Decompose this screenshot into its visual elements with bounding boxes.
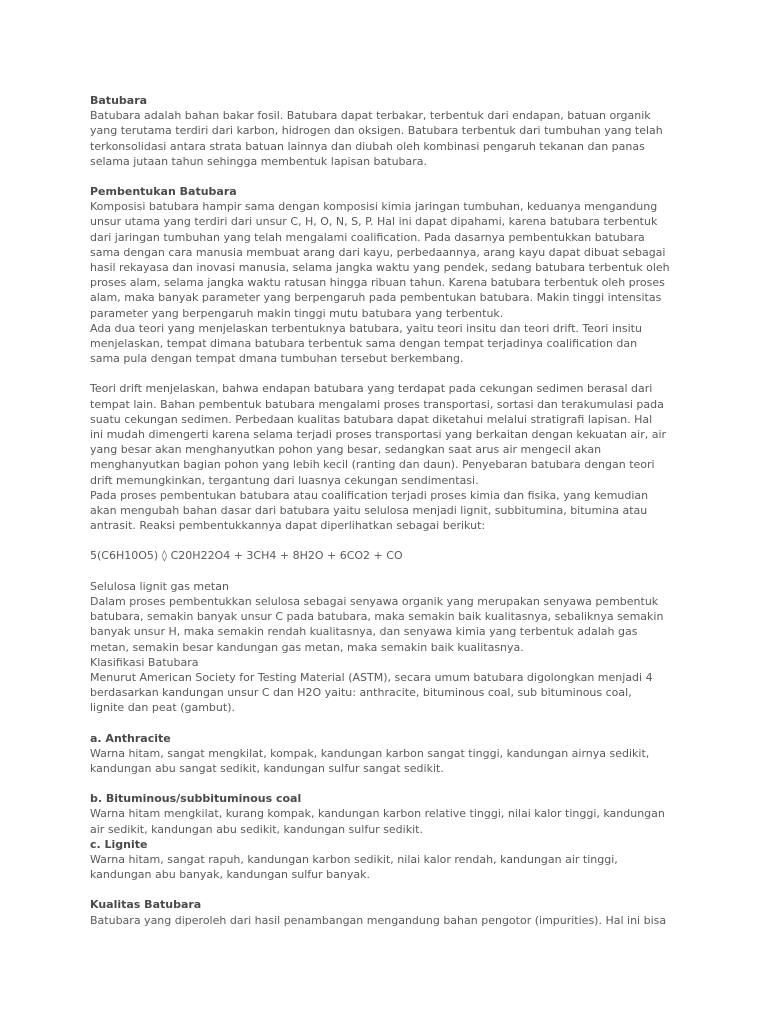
paragraph-selulosa-klasifikasi: Selulosa lignit gas metan Dalam proses pembentukkan selulosa sebagai senyawa organik yang merupakan senyawa pembentuk batubara, semakin banyak unsur C pada batubara, maka semakin baik kualitasnya, sebaliknya semakin banyak unsur H, maka semakin rendah kualitasnya, dan senyawa kimia yang terbentuk adalah gas metan, semakin besar kandungan gas metan, maka semakin baik kualitasnya. Klasifikasi Batubara Menurut American Society for Testing Material (ASTM), secara umum batubara digolongkan menjadi 4 berdasarkan kandungan unsur C dan H2O yaitu: anthracite, bituminous coal, sub bituminous coal, lignite dan peat (gambut).: [90, 579, 664, 715]
paragraph-kualitas: Batubara yang diperoleh dari hasil penambangan mengandung bahan pengotor (impurities). Hal ini bisa: [90, 913, 667, 927]
paragraph-anthracite: Warna hitam, sangat mengkilat, kompak, kandungan karbon sangat tinggi, kandungan airnya sedikit, kandungan abu sangat sedikit, kandungan sulfur sangat sedikit.: [90, 746, 650, 775]
heading-kualitas: Kualitas Batubara: [90, 898, 202, 912]
document-page: [90, 93, 690, 928]
paragraph-batubara: Batubara adalah bahan bakar fosil. Batubara dapat terbakar, terbentuk dari endapan, batuan organik yang terutama terdiri dari karbon, hidrogen dan oksigen. Batubara terbentuk dari tumbuhan yang telah terkonsolidasi antara strata batuan lainnya dan diubah oleh kombinasi pengaruh tekanan dan panas selama jutaan tahun sehingga membentuk lapisan batubara.: [90, 109, 663, 168]
paragraph-bituminous: Warna hitam mengkilat, kurang kompak, kandungan karbon relative tinggi, nilai kalor tinggi, kandungan air sedikit, kandungan abu sedikit, kandungan sulfur sedikit.: [90, 807, 665, 836]
heading-lignite: c. Lignite: [90, 837, 148, 851]
heading-anthracite: a. Anthracite: [90, 731, 171, 745]
paragraph-lignite: Warna hitam, sangat rapuh, kandungan karbon sedikit, nilai kalor rendah, kandungan air tinggi, kandungan abu banyak, kandungan sulfur banyak.: [90, 852, 618, 882]
heading-pembentukan: Pembentukan Batubara: [90, 185, 237, 199]
heading-batubara: Batubara: [90, 94, 148, 107]
reaction-formula: 5(C6H10O5) ◊ C20H22O4 + 3CH4 + 8H2O + 6CO2 + CO: [90, 549, 403, 563]
heading-bituminous: b. Bituminous/subbituminous coal: [90, 792, 302, 806]
paragraph-teori-drift: Teori drift menjelaskan, bahwa endapan batubara yang terdapat pada cekungan sedimen berasal dari tempat lain. Bahan pembentuk batubara mengalami proses transportasi, sortasi dan terakumulasi pada suatu cekungan sedimen. Perbedaan kualitas batubara dapat diketahui melalui stratigrafi lapisan. Hal ini mudah dimengerti karena selama terjadi proses transportasi yang berkaitan dengan kekuatan air, air yang besar akan menghanyutkan pohon yang besar, sedangkan saat arus air mengecil akan menghanyutkan bagian pohon yang lebih kecil (ranting dan daun). Penyebaran batubara dengan teori drift memungkinkan, tergantung dari luasnya cekungan sendimentasi. Pada proses pembentukan batubara atau coalification terjadi proses kimia dan fisika, yang kemudian akan mengubah bahan dasar dari batubara yaitu selulosa menjadi lignit, subbitumina, bitumina atau antrasit. Reaksi pembentukkannya dapat diperlihatkan sebagai berikut:: [90, 382, 667, 533]
paragraph-pembentukan-1: Komposisi batubara hampir sama dengan komposisi kimia jaringan tumbuhan, keduanya mengandung unsur utama yang terdiri dari unsur C, H, O, N, S, P. Hal ini dapat dipahami, karena batubara terbentuk dari jaringan tumbuhan yang telah mengalami coalification. Pada dasarnya pembentukkan batubara sama dengan cara manusia membuat arang dari kayu, perbedaannya, arang kayu dapat dibuat sebagai hasil rekayasa dan inovasi manusia, selama jangka waktu yang pendek, sedang batubara terbentuk oleh proses alam, selama jangka waktu ratusan hingga ribuan tahun. Karena batubara terbentuk oleh proses alam, maka banyak parameter yang berpengaruh pada pembentukan batubara. Makin tinggi intensitas parameter yang berpengaruh makin tinggi mutu batubara yang terbentuk. Ada dua teori yang menjelaskan terbentuknya batubara, yaitu teori insitu dan teori drift. Teori insitu menjelaskan, tempat dimana batubara terbentuk sama dengan tempat terjadinya coalification dan sama pula dengan tempat dmana tumbuhan tersebut berkembang.: [90, 200, 670, 366]
